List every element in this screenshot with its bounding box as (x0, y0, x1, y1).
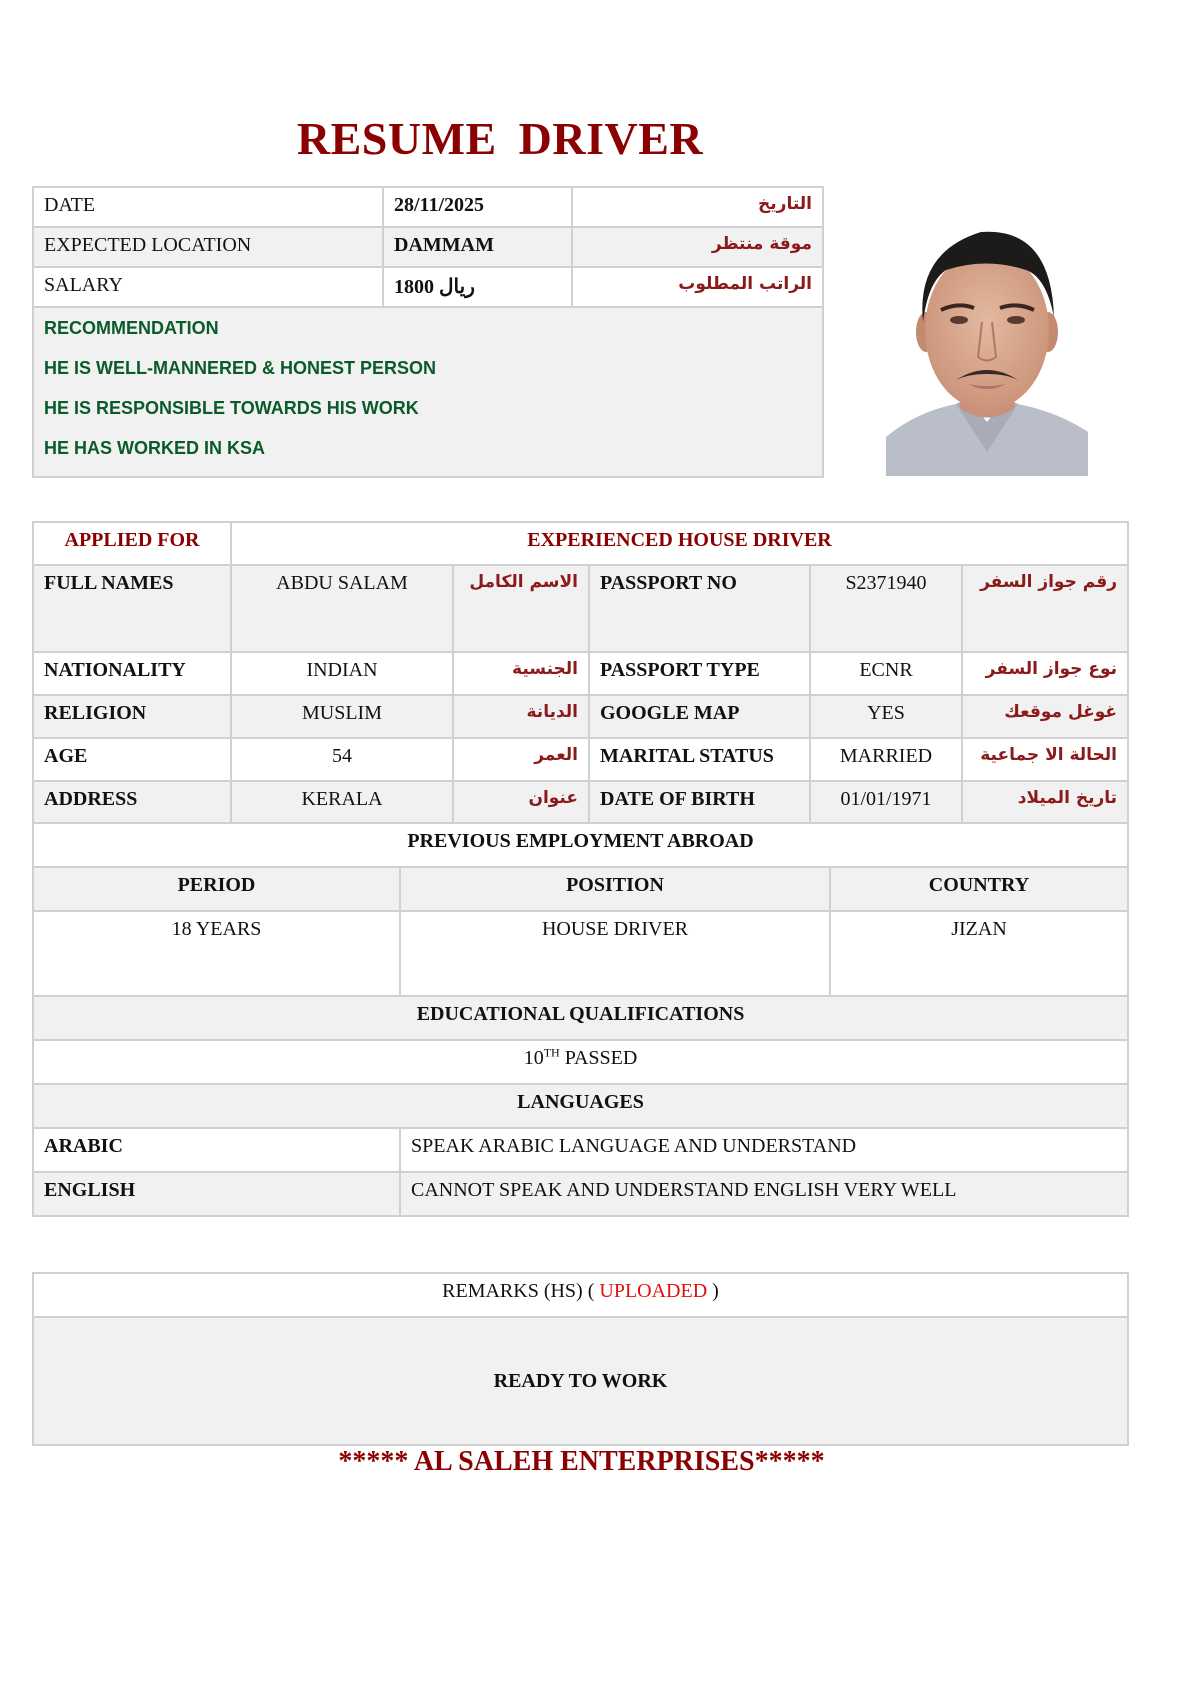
education-heading-row (33, 996, 1128, 1040)
company-footer: ***** AL SALEH ENTERPRISES***** (338, 1446, 825, 1477)
address-value: KERALA (231, 781, 453, 824)
employment-heading-row (33, 823, 1128, 867)
passport-type-arabic-label: نوع جواز السفر (962, 652, 1128, 695)
religion-value: MUSLIM (231, 695, 453, 738)
date-arabic-label: التاريخ (572, 187, 823, 227)
remarks-table (32, 1272, 1129, 1446)
person-photo-icon (886, 222, 1088, 476)
date-label: DATE (33, 187, 383, 227)
employment-country: JIZAN (830, 911, 1128, 996)
table-row (33, 911, 1128, 996)
recommendation-heading: RECOMMENDATION (44, 318, 219, 338)
details-row (33, 695, 1128, 738)
remarks-label-prefix: REMARKS (HS) ( (442, 1280, 600, 1302)
expected-location-row (33, 227, 823, 267)
language-english-label: ENGLISH (33, 1172, 400, 1216)
full-names-label: FULL NAMES (33, 565, 231, 652)
salary-label: SALARY (33, 267, 383, 307)
date-of-birth-arabic-label: تاريخ الميلاد (962, 781, 1128, 824)
remarks-text: READY TO WORK (33, 1317, 1128, 1445)
details-row (33, 565, 1128, 652)
address-label: ADDRESS (33, 781, 231, 824)
salary-row (33, 267, 823, 307)
column-header-period: PERIOD (33, 867, 400, 911)
education-value-main: 10 (523, 1047, 544, 1069)
full-names-value: ABDU SALAM (231, 565, 453, 652)
passport-no-value: S2371940 (810, 565, 962, 652)
expected-location-arabic-label: موقة منتظر (572, 227, 823, 267)
employment-position: HOUSE DRIVER (400, 911, 830, 996)
language-arabic-level: SPEAK ARABIC LANGUAGE AND UNDERSTAND (400, 1128, 1128, 1172)
date-of-birth-label: DATE OF BIRTH (589, 781, 810, 824)
full-names-arabic-label: الاسم الكامل (453, 565, 589, 652)
expected-location-value: DAMMAM (383, 227, 572, 267)
google-map-value: YES (810, 695, 962, 738)
education-value (33, 1040, 1128, 1084)
age-label: AGE (33, 738, 231, 781)
nationality-arabic-label: الجنسية (453, 652, 589, 695)
applied-for-value: EXPERIENCED HOUSE DRIVER (231, 522, 1128, 565)
details-row (33, 738, 1128, 781)
page-title: RESUME DRIVER (296, 113, 704, 164)
recommendation-line: HE IS WELL-MANNERED & HONEST PERSON (44, 358, 437, 378)
languages-heading-row (33, 1084, 1128, 1128)
details-row (33, 781, 1128, 824)
personal-details-table (32, 521, 1129, 825)
passport-type-value: ECNR (810, 652, 962, 695)
date-of-birth-value: 01/01/1971 (810, 781, 962, 824)
nationality-value: INDIAN (231, 652, 453, 695)
employment-heading: PREVIOUS EMPLOYMENT ABROAD (33, 823, 1128, 867)
education-heading: EDUCATIONAL QUALIFICATIONS (33, 996, 1128, 1040)
employment-education-table (32, 822, 1129, 1217)
date-row (33, 187, 823, 227)
language-row (33, 1172, 1128, 1216)
remarks-label-suffix: ) (707, 1280, 719, 1302)
google-map-label: GOOGLE MAP (589, 695, 810, 738)
recommendation-box (33, 307, 823, 477)
education-value-superscript: TH (543, 1045, 560, 1060)
passport-type-label: PASSPORT TYPE (589, 652, 810, 695)
google-map-arabic-label: غوغل موقعك (962, 695, 1128, 738)
marital-status-value: MARRIED (810, 738, 962, 781)
religion-label: RELIGION (33, 695, 231, 738)
language-english-level: CANNOT SPEAK AND UNDERSTAND ENGLISH VERY WELL (400, 1172, 1128, 1216)
passport-no-label: PASSPORT NO (589, 565, 810, 652)
passport-no-arabic-label: رقم جواز السفر (962, 565, 1128, 652)
age-value: 54 (231, 738, 453, 781)
recommendation-row (33, 307, 823, 477)
marital-status-label: MARITAL STATUS (589, 738, 810, 781)
employment-period: 18 YEARS (33, 911, 400, 996)
date-value: 28/11/2025 (383, 187, 572, 227)
education-value-row (33, 1040, 1128, 1084)
languages-heading: LANGUAGES (33, 1084, 1128, 1128)
salary-arabic-label: الراتب المطلوب (572, 267, 823, 307)
address-arabic-label: عنوان (453, 781, 589, 824)
recommendation-line: HE HAS WORKED IN KSA (44, 438, 266, 458)
education-value-rest: PASSED (559, 1047, 638, 1069)
marital-status-arabic-label: الحالة الا جماعية (962, 738, 1128, 781)
expected-location-label: EXPECTED LOCATION (33, 227, 383, 267)
language-row (33, 1128, 1128, 1172)
column-header-country: COUNTRY (830, 867, 1128, 911)
remarks-status-badge: UPLOADED (599, 1280, 708, 1302)
top-info-table (32, 186, 824, 478)
remarks-heading (33, 1273, 1128, 1317)
salary-value: 1800 ريال (383, 267, 572, 307)
remarks-body-row (33, 1317, 1128, 1445)
language-arabic-label: ARABIC (33, 1128, 400, 1172)
column-header-position: POSITION (400, 867, 830, 911)
applied-for-row (33, 522, 1128, 565)
religion-arabic-label: الديانة (453, 695, 589, 738)
age-arabic-label: العمر (453, 738, 589, 781)
details-row (33, 652, 1128, 695)
remarks-heading-row (33, 1273, 1128, 1317)
applied-for-label: APPLIED FOR (33, 522, 231, 565)
applicant-photo (886, 222, 1088, 476)
nationality-label: NATIONALITY (33, 652, 231, 695)
recommendation-line: HE IS RESPONSIBLE TOWARDS HIS WORK (44, 398, 419, 418)
employment-columns-row (33, 867, 1128, 911)
